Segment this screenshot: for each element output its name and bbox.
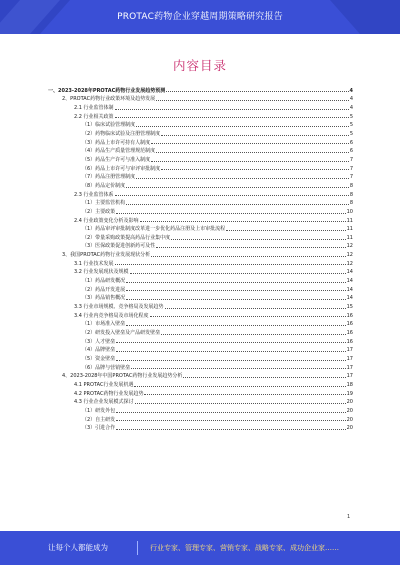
toc-entry-page: 12: [346, 260, 353, 267]
toc-entry[interactable]: [48, 267, 353, 276]
toc-entry-title: 4.2 PROTAC药物行业发展趋势: [74, 390, 144, 397]
toc-entry-title: （6）品牌与营销壁垒: [82, 364, 131, 371]
toc-entry-title: 4.1 PROTAC行业发展机遇: [74, 381, 134, 388]
toc-entry-page: 8: [349, 182, 353, 189]
toc-entry-title: （1）主要监管机构: [82, 200, 126, 207]
toc-entry[interactable]: [48, 111, 353, 120]
toc-entry-title: 2.4 行业政策变化分析及影响: [74, 217, 139, 224]
toc-entry-page: 20: [346, 399, 353, 406]
toc-entry-page: 20: [346, 425, 353, 432]
toc-entry[interactable]: [48, 301, 353, 310]
toc-entry-page: 17: [346, 364, 353, 371]
toc-leader-dots: [226, 230, 345, 231]
toc-leader-dots: [165, 308, 346, 309]
toc-entry-title: （2）主要政策: [82, 208, 116, 215]
footer-divider: [137, 541, 138, 555]
toc-leader-dots: [126, 299, 345, 300]
toc-leader-dots: [134, 386, 345, 387]
toc-entry-page: 14: [346, 286, 353, 293]
toc-leader-dots: [161, 334, 345, 335]
toc-leader-dots: [115, 109, 349, 110]
toc-entry-page: 16: [346, 321, 353, 328]
toc-entry-title: 4.3 行业企业发展模式探讨: [74, 399, 134, 406]
toc-entry[interactable]: [48, 180, 353, 189]
toc-leader-dots: [171, 239, 345, 240]
toc-leader-dots: [116, 213, 345, 214]
footer-tagline: 行业专家、管理专家、营销专家、战略专家、成功企业家……: [150, 544, 339, 552]
toc-entry-page: 5: [349, 122, 353, 129]
toc-entry[interactable]: [48, 206, 353, 215]
toc-entry-title: （4）药品生产质量管理规范制度: [82, 148, 156, 155]
toc-entry-title: 2.2 行业相关政策: [74, 113, 114, 120]
toc-entry[interactable]: [48, 137, 353, 146]
page-header: [0, 0, 400, 34]
toc-leader-dots: [115, 195, 349, 196]
toc-entry[interactable]: [48, 371, 353, 380]
toc-entry[interactable]: [48, 284, 353, 293]
toc-entry[interactable]: [48, 94, 353, 103]
toc-entry[interactable]: [48, 388, 353, 397]
toc-entry-page: 4: [349, 96, 353, 103]
toc-leader-dots: [115, 117, 349, 118]
toc-entry-title: 2.1 行业监管体制: [74, 104, 114, 111]
toc-entry-page: 8: [349, 191, 353, 198]
toc-leader-dots: [156, 152, 349, 153]
toc-leader-dots: [116, 429, 345, 430]
toc-entry[interactable]: [48, 232, 353, 241]
toc-entry[interactable]: [48, 362, 353, 371]
toc-leader-dots: [116, 342, 345, 343]
toc-entry[interactable]: [48, 241, 353, 250]
toc-leader-dots: [126, 204, 349, 205]
toc-entry-page: 7: [349, 156, 353, 163]
toc-entry[interactable]: [48, 423, 353, 432]
toc-leader-dots: [156, 247, 345, 248]
toc-entry-page: 4: [349, 104, 353, 111]
toc-entry-page: 20: [346, 407, 353, 414]
toc-entry[interactable]: [48, 102, 353, 111]
toc-entry-page: 5: [349, 130, 353, 137]
toc-leader-dots: [116, 360, 345, 361]
toc-entry-title: 3.3 行业市场规模、竞争格局及发展趋势: [74, 304, 164, 311]
toc-entry[interactable]: [48, 120, 353, 129]
toc-leader-dots: [116, 420, 345, 421]
toc-entry-title: （3）引进合作: [82, 425, 116, 432]
toc-entry-title: 一、2023-2028年PROTAC药物行业发展趋势预测: [48, 87, 166, 94]
toc-entry-title: （5）资金壁垒: [82, 356, 116, 362]
toc-entry-title: （3）药品上市许可持有人制度: [82, 139, 151, 146]
toc-entry-title: （1）药品审评审批制度改革进一步优化药品注册及上市审批流程: [82, 226, 226, 233]
toc-entry-title: （3）药品销售概况: [82, 295, 126, 302]
toc-entry-page: 8: [349, 200, 353, 207]
toc-leader-dots: [156, 100, 349, 101]
toc-entry-page: 16: [346, 312, 353, 319]
toc-entry-page: 14: [346, 295, 353, 302]
toc-leader-dots: [161, 169, 349, 170]
toc-entry-page: 6: [349, 139, 353, 146]
toc-leader-dots: [140, 221, 346, 222]
toc-entry-title: （1）临床试验管理制度: [82, 122, 136, 129]
toc-leader-dots: [151, 161, 349, 162]
toc-entry-page: 14: [346, 269, 353, 276]
toc-leader-dots: [161, 135, 349, 136]
toc-leader-dots: [126, 187, 349, 188]
toc-entry[interactable]: [48, 154, 353, 163]
toc-entry-title: 2.3 行业监管体系: [74, 191, 114, 198]
toc-leader-dots: [115, 264, 346, 265]
toc-entry[interactable]: [48, 85, 353, 94]
toc-entry-page: 16: [346, 330, 353, 337]
toc-leader-dots: [130, 273, 346, 274]
toc-entry-title: （1）药品研发概况: [82, 278, 126, 285]
toc-entry-title: （2）研发投入壁垒及产品研发壁垒: [82, 330, 161, 337]
toc-entry-title: （7）药品注册管理制度: [82, 174, 136, 181]
toc-leader-dots: [116, 412, 345, 413]
toc-entry-title: （1）市场准入壁垒: [82, 321, 126, 328]
toc-entry-page: 7: [349, 174, 353, 181]
toc-entry[interactable]: [48, 319, 353, 328]
toc-entry-title: （3）医保政策促进创新药可及性: [82, 243, 156, 250]
toc-entry[interactable]: [48, 397, 353, 406]
toc-entry-title: （3）人才壁垒: [82, 338, 116, 345]
toc-entry-page: 17: [346, 347, 353, 354]
toc-leader-dots: [166, 91, 348, 92]
toc-entry[interactable]: [48, 249, 353, 258]
toc-entry-page: 4: [349, 87, 353, 94]
toc-entry[interactable]: [48, 345, 353, 354]
toc-entry[interactable]: [48, 146, 353, 155]
page-number: 1: [347, 514, 351, 520]
toc-entry-page: 12: [346, 252, 353, 259]
toc-entry[interactable]: [48, 163, 353, 172]
toc-leader-dots: [136, 178, 349, 179]
toc-entry[interactable]: [48, 224, 353, 233]
toc-leader-dots: [131, 368, 345, 369]
toc-leader-dots: [136, 126, 349, 127]
toc-entry[interactable]: [48, 189, 353, 198]
toc-entry[interactable]: [48, 405, 353, 414]
toc-entry-title: 2、PROTAC药物行业政策环境及趋势发展: [62, 96, 156, 103]
toc-entry-title: 3.4 行业内竞争格局及市场化程度: [74, 312, 149, 319]
toc-entry-page: 19: [346, 390, 353, 397]
toc-entry[interactable]: [48, 379, 353, 388]
toc-entry[interactable]: [48, 310, 353, 319]
toc-leader-dots: [126, 290, 345, 291]
toc-entry-page: 16: [346, 338, 353, 345]
toc-entry-page: 10: [346, 208, 353, 215]
toc-entry[interactable]: [48, 327, 353, 336]
toc-entry-page: 12: [346, 243, 353, 250]
toc-entry[interactable]: [48, 258, 353, 267]
toc-entry[interactable]: [48, 414, 353, 423]
toc-entry-page: 7: [349, 165, 353, 172]
toc-leader-dots: [116, 351, 345, 352]
toc-entry-title: 3.1 行业技术发展: [74, 260, 114, 267]
toc-entry[interactable]: [48, 198, 353, 207]
toc-entry-page: 17: [346, 373, 353, 380]
toc-entry[interactable]: [48, 215, 353, 224]
table-of-contents: [48, 85, 353, 431]
toc-entry-title: （2）药物临床试验及注册管理制度: [82, 130, 161, 137]
toc-entry-title: （5）药品生产许可与准入制度: [82, 156, 151, 163]
toc-entry-page: 18: [346, 381, 353, 388]
toc-entry-page: 5: [349, 113, 353, 120]
toc-entry-page: 15: [346, 304, 353, 311]
toc-leader-dots: [135, 403, 346, 404]
toc-leader-dots: [151, 256, 346, 257]
page-footer: [0, 531, 400, 565]
toc-entry-title: （2）药品开发进展: [82, 286, 126, 293]
toc-entry-title: 3、我国PROTAC药物行业发展现状分析: [62, 252, 151, 259]
toc-entry-title: （8）药品定价制度: [82, 182, 126, 189]
toc-entry-page: 17: [346, 356, 353, 362]
toc-entry-page: 11: [346, 226, 353, 233]
toc-entry-page: 14: [346, 278, 353, 285]
toc-leader-dots: [151, 143, 349, 144]
toc-leader-dots: [150, 316, 346, 317]
toc-entry-title: （4）品牌壁垒: [82, 347, 116, 354]
toc-leader-dots: [183, 377, 345, 378]
toc-entry-page: 11: [346, 217, 353, 224]
toc-entry-title: （2）带量采购政策提高药品行业集中度: [82, 234, 171, 241]
toc-entry-page: 20: [346, 416, 353, 423]
toc-heading: 内容目录: [172, 58, 227, 73]
toc-entry[interactable]: [48, 353, 353, 362]
toc-entry[interactable]: [48, 172, 353, 181]
toc-entry-title: 4、2023-2028年中国PROTAC药物行业发展趋势分析: [62, 373, 183, 380]
toc-entry-title: （1）研发外包: [82, 407, 116, 414]
toc-entry-title: （6）药品上市许可与审评审批制度: [82, 165, 161, 172]
toc-leader-dots: [126, 282, 345, 283]
toc-entry[interactable]: [48, 293, 353, 302]
toc-leader-dots: [126, 325, 345, 326]
toc-entry[interactable]: [48, 336, 353, 345]
report-title: PROTAC药物企业穿越周期策略研究报告: [117, 12, 283, 22]
toc-entry-title: 3.2 行业发展现状及规模: [74, 269, 129, 276]
toc-entry[interactable]: [48, 128, 353, 137]
toc-entry-title: （2）自主研发: [82, 416, 116, 423]
toc-entry-page: 11: [346, 234, 353, 241]
footer-slogan: 让每个人都能成为: [48, 543, 108, 552]
toc-entry[interactable]: [48, 275, 353, 284]
toc-leader-dots: [144, 394, 345, 395]
toc-entry-page: 6: [349, 148, 353, 155]
